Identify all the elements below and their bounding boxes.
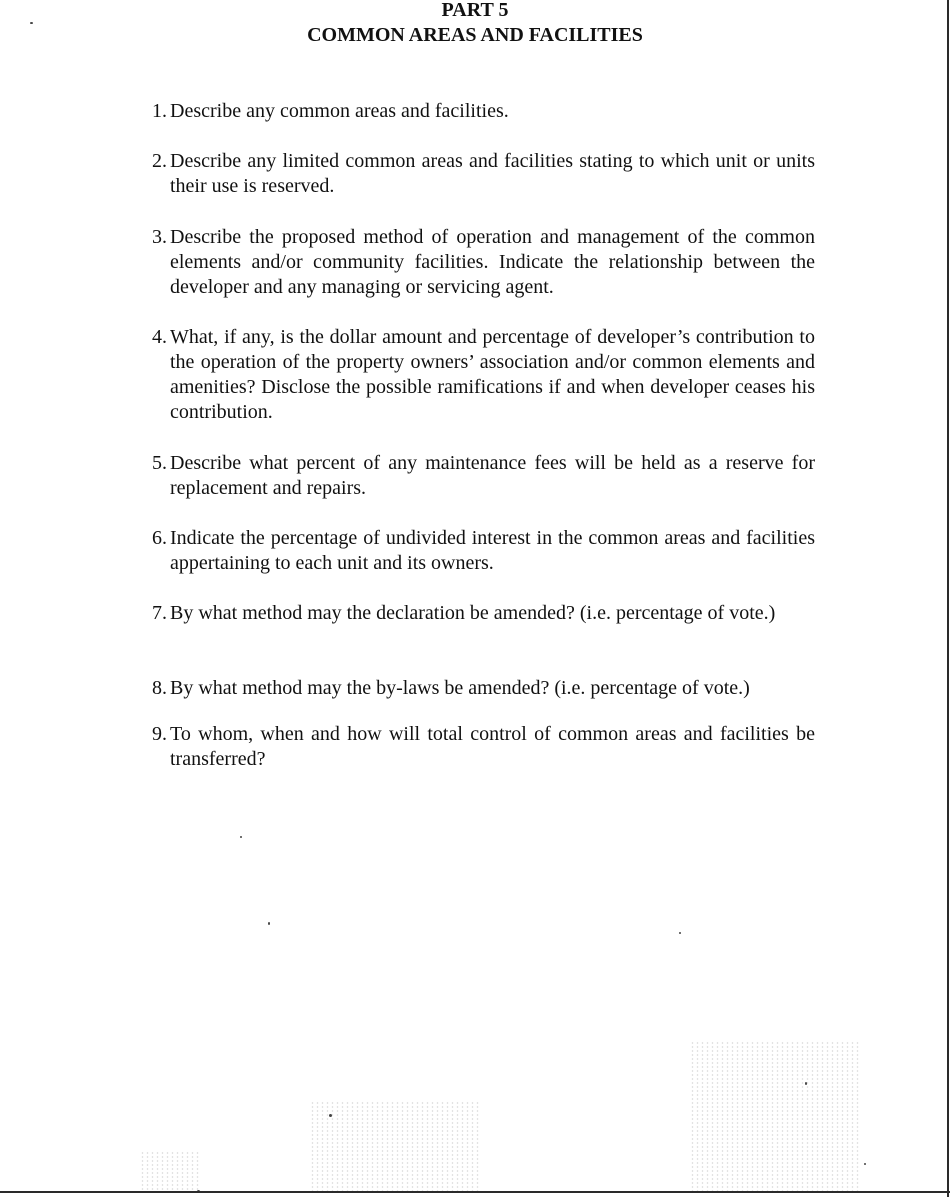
section-title: COMMON AREAS AND FACILITIES [307, 24, 643, 46]
scan-speck [268, 922, 270, 925]
question-number: 6. [152, 527, 167, 549]
question-text: What, if any, is the dollar amount and percentage of developer’s contribution to the operation of the property owners’ association and/or common elements and amenities? Disclose the possible ramifications if and when developer ceases his contribution. [170, 326, 815, 423]
question-number: 3. [152, 226, 167, 248]
scan-edge-bottom [0, 1191, 950, 1193]
question-text: Describe what percent of any maintenance fees will be held as a reserve for replacement and repairs. [170, 452, 815, 499]
scan-speck [864, 1163, 866, 1165]
question-number: 8. [152, 677, 167, 699]
question-number: 5. [152, 452, 167, 474]
question-number: 2. [152, 150, 167, 172]
scan-speck [240, 836, 242, 838]
scan-noise [690, 1041, 860, 1191]
scan-speck [30, 22, 33, 24]
scan-noise [310, 1101, 480, 1191]
part-heading: PART 5 [441, 0, 509, 21]
question-text: To whom, when and how will total control of common areas and facilities be transferred? [170, 723, 815, 770]
question-text: Describe any common areas and facilities. [170, 100, 509, 122]
question-number: 1. [152, 100, 167, 122]
question-text: Describe the proposed method of operation and management of the common elements and/or community facilities. Indicate the relationship between the developer and any managing or servicing agent. [170, 226, 815, 298]
scan-speck [679, 932, 681, 934]
scan-noise [140, 1151, 200, 1191]
page-header [0, 0, 950, 48]
question-number: 4. [152, 326, 167, 348]
question-number: 9. [152, 723, 167, 745]
question-text: Describe any limited common areas and facilities stating to which unit or units their use is reserved. [170, 150, 815, 197]
question-text: By what method may the declaration be amended? (i.e. percentage of vote.) [170, 602, 776, 624]
scan-edge-right [947, 0, 949, 1197]
question-text: Indicate the percentage of undivided interest in the common areas and facilities appertaining to each unit and its owners. [170, 527, 815, 574]
question-text: By what method may the by-laws be amended? (i.e. percentage of vote.) [170, 677, 750, 699]
question-number: 7. [152, 602, 167, 624]
